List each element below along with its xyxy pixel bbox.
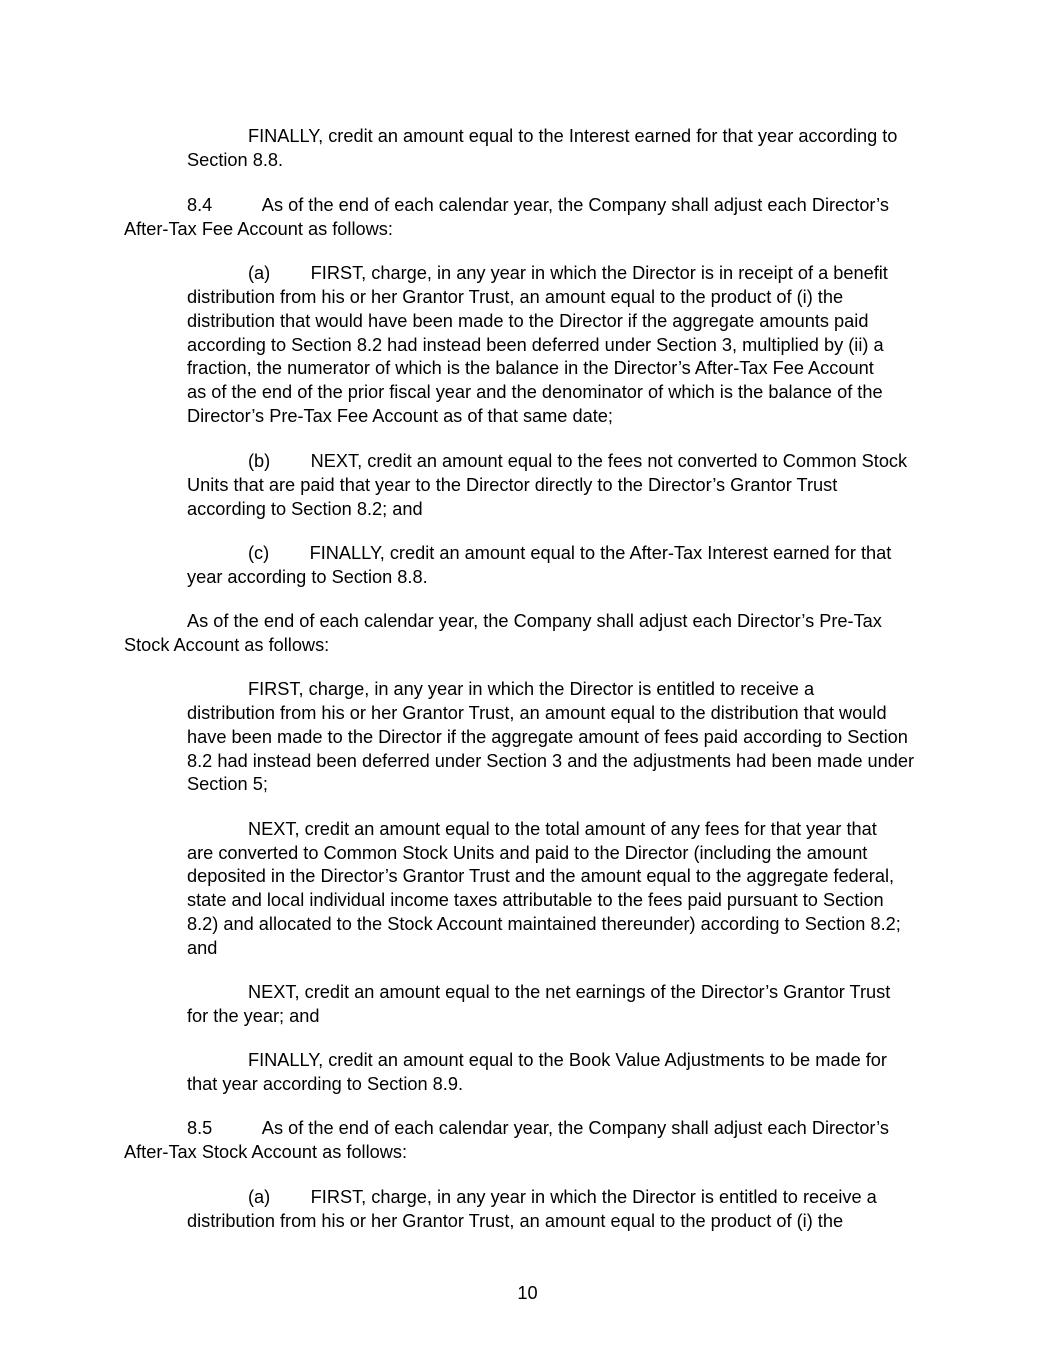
text-line: After-Tax Fee Account as follows:: [124, 219, 393, 239]
text-line: state and local individual income taxes attributable to the fees paid pursuant to Section: [187, 890, 884, 910]
text-line: (a) FIRST, charge, in any year in which the Director is in receipt of a benefit: [248, 263, 888, 283]
text-line: FINALLY, credit an amount equal to the Interest earned for that year according to: [248, 126, 898, 146]
text-line: are converted to Common Stock Units and paid to the Director (including the amount: [187, 843, 868, 863]
text-line: Director’s Pre-Tax Fee Account as of that same date;: [187, 406, 613, 426]
text-line: (a) FIRST, charge, in any year in which the Director is entitled to receive a: [248, 1187, 877, 1207]
text-line: for the year; and: [187, 1006, 320, 1026]
text-line: distribution that would have been made to the Director if the aggregate amounts paid: [187, 311, 869, 331]
page-number: 10: [517, 1283, 538, 1303]
text-line: as of the end of the prior fiscal year and the denominator of which is the balance of the: [187, 382, 883, 402]
text-line: deposited in the Director’s Grantor Trust and the amount equal to the aggregate federal,: [187, 866, 895, 886]
text-line: (c) FINALLY, credit an amount equal to the After-Tax Interest earned for that: [248, 543, 892, 563]
text-line: NEXT, credit an amount equal to the net earnings of the Director’s Grantor Trust: [248, 982, 891, 1002]
text-line: have been made to the Director if the aggregate amount of fees paid according to Section: [187, 727, 908, 747]
text-line: distribution from his or her Grantor Trust, an amount equal to the distribution that would: [187, 703, 887, 723]
text-line: according to Section 8.2; and: [187, 499, 423, 519]
text-line: Section 8.8.: [187, 150, 284, 170]
text-line: according to Section 8.2 had instead been deferred under Section 3, multiplied by (ii) a: [187, 335, 884, 355]
text-line: Units that are paid that year to the Director directly to the Director’s Grantor Trust: [187, 475, 838, 495]
text-line: NEXT, credit an amount equal to the total amount of any fees for that year that: [248, 819, 877, 839]
text-line: Section 5;: [187, 774, 268, 794]
text-line: After-Tax Stock Account as follows:: [124, 1142, 408, 1162]
text-line: 8.4 As of the end of each calendar year, the Company shall adjust each Director’s: [187, 195, 889, 215]
text-line: and: [187, 938, 218, 958]
text-line: Stock Account as follows:: [124, 635, 330, 655]
text-line: that year according to Section 8.9.: [187, 1074, 464, 1094]
text-line: FINALLY, credit an amount equal to the Book Value Adjustments to be made for: [248, 1050, 887, 1070]
text-line: 8.2 had instead been deferred under Section 3 and the adjustments had been made under: [187, 751, 915, 771]
text-line: (b) NEXT, credit an amount equal to the fees not converted to Common Stock: [248, 451, 908, 471]
text-line: 8.2) and allocated to the Stock Account maintained thereunder) according to Section 8.2;: [187, 914, 901, 934]
text-line: As of the end of each calendar year, the Company shall adjust each Director’s Pre-Tax: [187, 611, 882, 631]
text-line: FIRST, charge, in any year in which the Director is entitled to receive a: [248, 679, 815, 699]
text-line: distribution from his or her Grantor Trust, an amount equal to the product of (i) the: [187, 1211, 844, 1231]
text-line: year according to Section 8.8.: [187, 567, 428, 587]
text-line: distribution from his or her Grantor Trust, an amount equal to the product of (i) the: [187, 287, 844, 307]
text-line: 8.5 As of the end of each calendar year, the Company shall adjust each Director’s: [187, 1118, 889, 1138]
text-line: fraction, the numerator of which is the balance in the Director’s After-Tax Fee Account: [187, 358, 874, 378]
